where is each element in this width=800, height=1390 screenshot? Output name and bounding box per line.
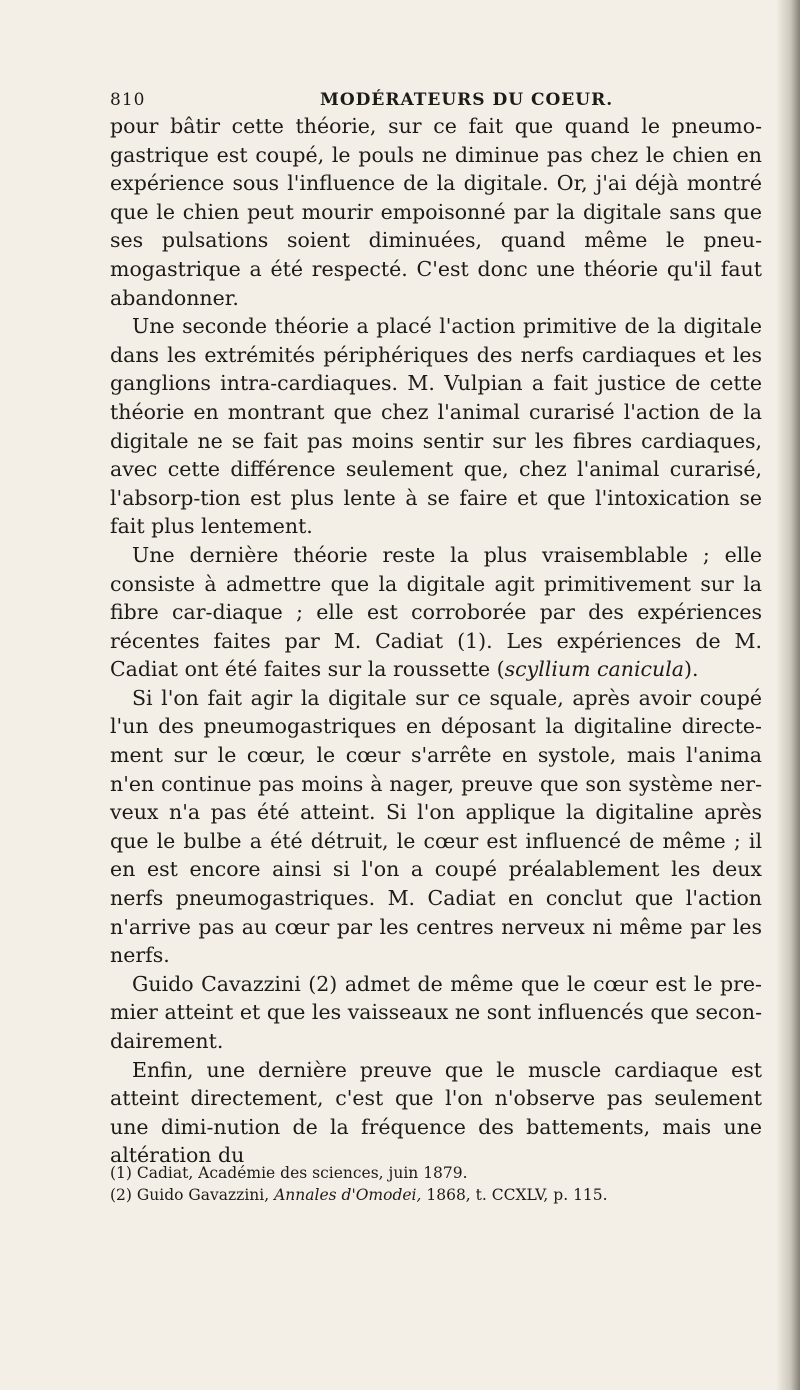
paragraph-1: pour bâtir cette théorie, sur ce fait que quand le pneumo-gastrique est coupé, le pouls ne diminue pas chez le chien en expérience sous l'influence de la digitale. Or, j'ai déjà montré que le chien peut mourir empoisonné par la digitale sans que ses pulsations soient diminuées, quand même le pneu-mogastrique a été respecté. C'est donc une théorie qu'il faut abandonner.	[110, 114, 762, 310]
paragraph-3: Une dernière théorie reste la plus vraisemblable ; elle consiste à admettre que la digitale agit primitivement sur la fibre car-diaque ; elle est corroborée par des expériences récentes faites par M. Cadiat (1). Les expériences de M. Cadiat ont été faites sur la roussette (scyllium canicula).	[110, 542, 762, 682]
body-text	[110, 112, 762, 1170]
footnote-2	[110, 1184, 770, 1206]
footnote-1: (1) Cadiat, Académie des sciences, juin 1879.	[110, 1164, 468, 1182]
paragraph-3-text: Une dernière théorie reste la plus vraisemblable ; elle consiste à admettre que la digitale agit primitivement sur la fibre car-diaque ; elle est corroborée par des expériences récentes faites par M. Cadiat (1). Les expériences de M. Cadiat ont été faites sur la roussette	[110, 542, 762, 682]
footnote-2-prefix: (2) Guido Gavazzini,	[110, 1186, 270, 1204]
footnote-2-suffix: 1868, t. CCXLV, p. 115.	[426, 1186, 608, 1204]
paragraph-5: Guido Cavazzini (2) admet de même que le cœur est le pre-mier atteint et que les vaisseaux ne sont influencés que secon-dairement.	[110, 971, 762, 1053]
paragraph-4: Si l'on fait agir la digitale sur ce squale, après avoir coupé l'un des pneumogastriques en déposant la digitaline directe-ment sur le cœur, le cœur s'arrête en systole, mais l'anima n'en continue pas moins à nager, preuve que son système ner-veux n'a pas été atteint. Si l'on applique la digitaline après que le bulbe a été détruit, le cœur est influencé de même ; il en est encore ainsi si l'on a coupé préalablement les deux nerfs pneumogastriques. M. Cadiat en conclut que l'action n'arrive pas au cœur par les centres nerveux ni même par les nerfs.	[110, 685, 762, 968]
page-number: 810	[110, 90, 146, 110]
running-header	[110, 90, 750, 114]
running-title: MODÉRATEURS DU COEUR.	[320, 90, 614, 110]
footnotes	[110, 1162, 770, 1206]
paragraph-2: Une seconde théorie a placé l'action primitive de la digitale dans les extrémités périphériques des nerfs cardiaques et les ganglions intra-cardiaques. M. Vulpian a fait justice de cette théorie en montrant que chez l'animal curarisé l'action de la digitale ne se fait pas moins sentir sur les fibres cardiaques, avec cette différence seulement que, chez l'animal curarisé, l'absorp-tion est plus lente à se faire et que l'intoxication se fait plus lentement.	[110, 314, 762, 539]
footnote-2-journal: Annales d'Omodei,	[274, 1186, 422, 1204]
species-name: scyllium canicula	[504, 657, 684, 682]
paragraph-6: Enfin, une dernière preuve que le muscle cardiaque est atteint directement, c'est que l'on n'observe pas seulement une dimi-nution de la fréquence des battements, mais une altération du	[110, 1057, 762, 1168]
page-edge-shadow	[776, 0, 800, 1390]
